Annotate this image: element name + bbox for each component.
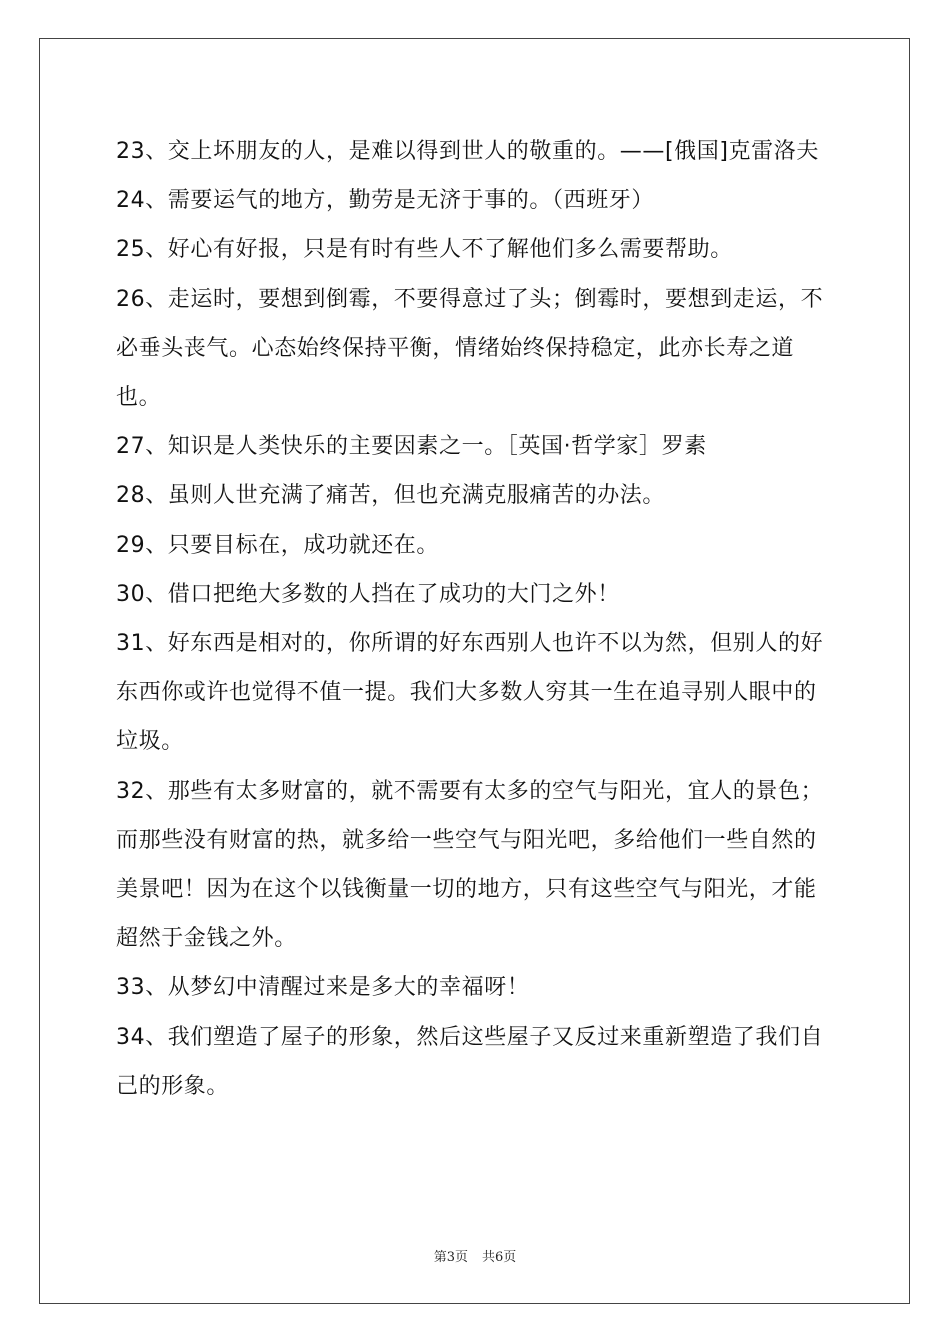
quote-paragraph: 26、走运时，要想到倒霉，不要得意过了头；倒霉时，要想到走运，不必垂头丧气。心态始终保持平衡，情绪始终保持稳定，此亦长寿之道也。 [116,286,824,411]
quote-paragraph: 28、虽则人世充满了痛苦，但也充满克服痛苦的办法。 [116,483,665,509]
page-total: 共6页 [482,1250,517,1265]
quote-paragraph: 27、知识是人类快乐的主要因素之一。［英国·哲学家］罗素 [116,434,707,460]
quote-paragraph: 31、好东西是相对的，你所谓的好东西别人也许不以为然，但别人的好东西你或许也觉得不值一提。我们大多数人穷其一生在追寻别人眼中的垃圾。 [116,631,824,755]
quote-paragraph: 33、从梦幻中清醒过来是多大的幸福呀！ [116,975,530,1001]
quote-paragraph: 34、我们塑造了屋子的形象，然后这些屋子又反过来重新塑造了我们自己的形象。 [116,1024,824,1099]
quote-paragraph: 32、那些有太多财富的，就不需要有太多的空气与阳光，宜人的景色；而那些没有财富的热，就多给一些空气与阳光吧，多给他们一些自然的美景吧！因为在这个以钱衡量一切的地方，只有这些空气与阳光，才能超然于金钱之外。 [116,778,824,952]
page-number: 第3页 [433,1250,468,1265]
quote-paragraph: 30、借口把绝大多数的人挡在了成功的大门之外！ [116,581,620,607]
document-body [116,127,836,1111]
page-footer [0,1246,950,1265]
quote-paragraph: 25、好心有好报，只是有时有些人不了解他们多么需要帮助。 [116,237,733,263]
quote-paragraph: 23、交上坏朋友的人，是难以得到世人的敬重的。——[俄国]克雷洛夫 [116,139,819,164]
quote-paragraph: 24、需要运气的地方，勤劳是无济于事的。（西班牙） [116,188,654,214]
quote-paragraph: 29、只要目标在，成功就还在。 [116,532,439,558]
